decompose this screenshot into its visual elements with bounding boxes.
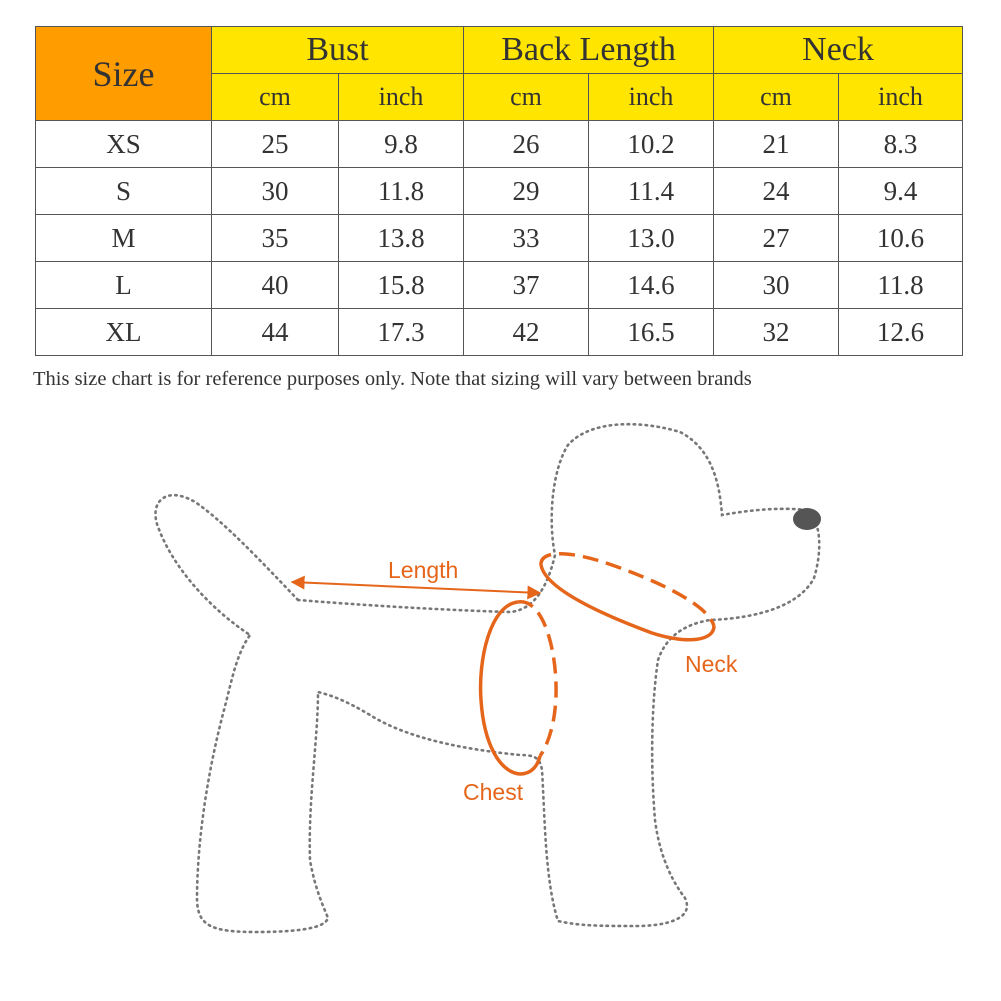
chest-label: Chest: [463, 779, 524, 805]
unit-header: cm: [212, 74, 339, 121]
value-cell: 26: [464, 121, 589, 168]
value-cell: 33: [464, 215, 589, 262]
unit-header: inch: [339, 74, 464, 121]
dog-nose-icon: [793, 508, 821, 530]
value-cell: 11.8: [839, 262, 963, 309]
value-cell: 15.8: [339, 262, 464, 309]
value-cell: 44: [212, 309, 339, 356]
value-cell: 8.3: [839, 121, 963, 168]
value-cell: 9.8: [339, 121, 464, 168]
bust-header: Bust: [212, 27, 464, 74]
size-cell: M: [36, 215, 212, 262]
size-cell: S: [36, 168, 212, 215]
value-cell: 14.6: [589, 262, 714, 309]
value-cell: 10.2: [589, 121, 714, 168]
length-label: Length: [388, 557, 459, 583]
value-cell: 10.6: [839, 215, 963, 262]
value-cell: 24: [714, 168, 839, 215]
value-cell: 17.3: [339, 309, 464, 356]
neck-label: Neck: [685, 651, 738, 677]
size-cell: XS: [36, 121, 212, 168]
unit-header: cm: [714, 74, 839, 121]
value-cell: 13.0: [589, 215, 714, 262]
value-cell: 21: [714, 121, 839, 168]
value-cell: 13.8: [339, 215, 464, 262]
value-cell: 25: [212, 121, 339, 168]
unit-header: inch: [839, 74, 963, 121]
back-length-header: Back Length: [464, 27, 714, 74]
value-cell: 40: [212, 262, 339, 309]
dog-body-outline: [197, 424, 819, 932]
unit-header: cm: [464, 74, 589, 121]
value-cell: 37: [464, 262, 589, 309]
value-cell: 16.5: [589, 309, 714, 356]
value-cell: 9.4: [839, 168, 963, 215]
size-header: Size: [36, 27, 212, 121]
value-cell: 42: [464, 309, 589, 356]
unit-header: inch: [589, 74, 714, 121]
value-cell: 12.6: [839, 309, 963, 356]
neck-measure-ring: [541, 554, 714, 640]
value-cell: 29: [464, 168, 589, 215]
reference-note: This size chart is for reference purposes only. Note that sizing will vary between brands: [33, 368, 752, 390]
value-cell: 11.8: [339, 168, 464, 215]
dog-outline: [155, 424, 819, 932]
value-cell: 30: [714, 262, 839, 309]
value-cell: 27: [714, 215, 839, 262]
length-arrow: [292, 582, 540, 593]
value-cell: 11.4: [589, 168, 714, 215]
neck-header: Neck: [714, 27, 963, 74]
size-cell: L: [36, 262, 212, 309]
size-cell: XL: [36, 309, 212, 356]
value-cell: 30: [212, 168, 339, 215]
value-cell: 32: [714, 309, 839, 356]
dog-tail-outline: [155, 495, 298, 635]
chest-measure-ring: [481, 602, 557, 774]
value-cell: 35: [212, 215, 339, 262]
